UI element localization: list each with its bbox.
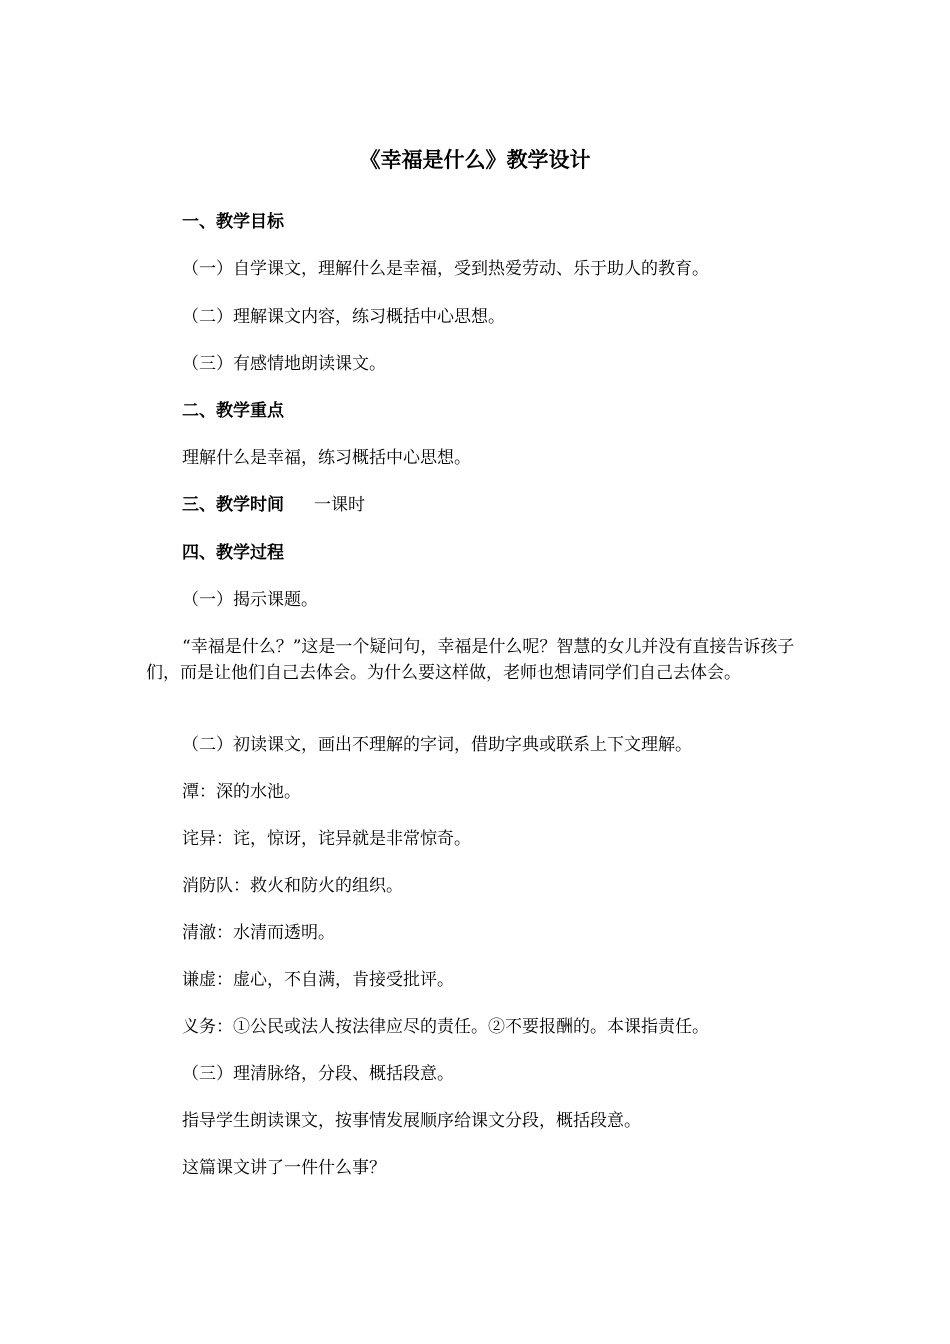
- goal-item-1: （一）自学课文，理解什么是幸福，受到热爱劳动、乐于助人的教育。: [182, 259, 709, 279]
- vocab-item-4: 清澈：水清而透明。: [182, 923, 335, 943]
- time-row: [182, 492, 822, 518]
- focus-heading: 二、教学重点: [182, 401, 284, 421]
- goal-item-3: （三）有感情地朗读课文。: [182, 354, 386, 374]
- step-3-text: 指导学生朗读课文，按事情发展顺序给课文分段，概括段意。: [182, 1111, 641, 1131]
- vocab-item-2: 诧异：诧，惊讶，诧异就是非常惊奇。: [182, 829, 471, 849]
- goals-heading: 一、教学目标: [182, 212, 284, 232]
- vocab-item-6: 义务：①公民或法人按法律应尽的责任。②不要报酬的。本课指责任。: [182, 1017, 709, 1037]
- document-title: 《幸福是什么》教学设计: [359, 148, 591, 172]
- vocab-item-3: 消防队：救火和防火的组织。: [182, 876, 403, 896]
- question-text: 这篇课文讲了一件什么事？: [182, 1158, 386, 1178]
- focus-text: 理解什么是幸福，练习概括中心思想。: [182, 448, 471, 468]
- time-heading: 三、教学时间: [182, 495, 284, 515]
- step-2: （二）初读课文，画出不理解的字词，借助字典或联系上下文理解。: [182, 735, 692, 755]
- step-1-paragraph: “幸福是什么？”这是一个疑问句，幸福是什么呢？智慧的女儿并没有直接告诉孩子们，而是让他们自己去体会。为什么要这样做，老师也想请同学们自己去体会。: [146, 637, 795, 683]
- step-3: （三）理清脉络，分段、概括段意。: [182, 1064, 454, 1084]
- vocab-item-5: 谦虚：虚心，不自满，肯接受批评。: [182, 970, 454, 990]
- step-1: （一）揭示课题。: [182, 590, 318, 610]
- goal-item-2: （二）理解课文内容，练习概括中心思想。: [182, 307, 505, 327]
- vocab-item-1: 潭：深的水池。: [182, 782, 301, 802]
- time-value: 一课时: [314, 495, 365, 515]
- process-heading: 四、教学过程: [182, 543, 284, 563]
